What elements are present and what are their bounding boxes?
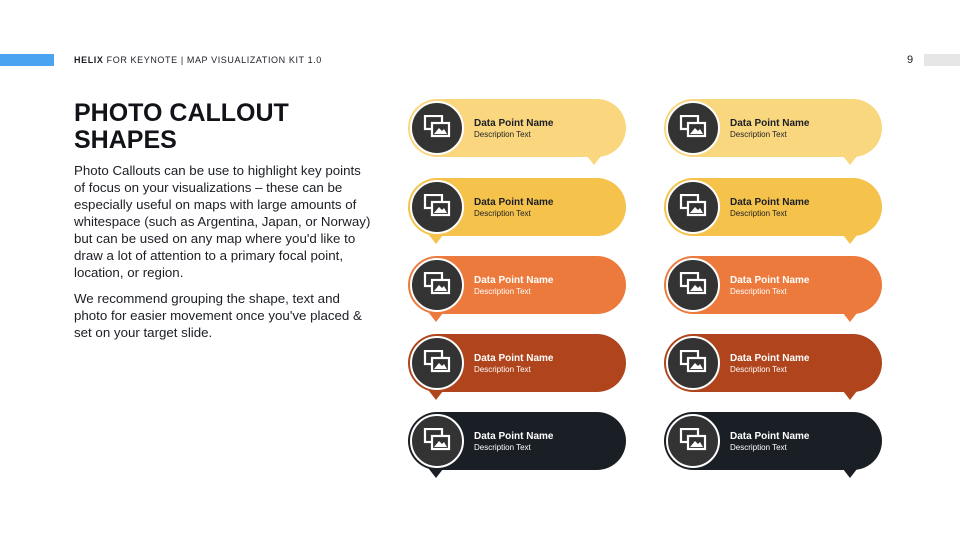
photo-icon: [666, 101, 720, 155]
page-number: 9: [906, 54, 914, 66]
callout-tail: [843, 313, 857, 322]
callout-name: Data Point Name: [474, 431, 554, 442]
photo-callout[interactable]: [408, 412, 626, 470]
callout-name: Data Point Name: [474, 197, 554, 208]
callout-name: Data Point Name: [730, 353, 810, 364]
photo-callout[interactable]: [664, 178, 882, 236]
callout-description: Description Text: [730, 287, 787, 296]
body-paragraph-1: Photo Callouts can be use to highlight key points of focus on your visualizations – these can be especially useful on maps with large amounts of whitespace (such as Argentina, Japan, or Norway) but can be used on any map where you'd like to draw a lot of attention to a primary focal point, location, or region.: [74, 163, 371, 280]
photo-icon: [666, 414, 720, 468]
callout-tail: [843, 156, 857, 165]
callout-name: Data Point Name: [730, 431, 810, 442]
callout-tail: [429, 469, 443, 478]
callout-tail: [429, 235, 443, 244]
photo-icon: [666, 336, 720, 390]
callout-tail: [843, 469, 857, 478]
photo-icon: [666, 258, 720, 312]
callout-name: Data Point Name: [730, 197, 810, 208]
callout-tail: [843, 235, 857, 244]
callout-description: Description Text: [474, 287, 531, 296]
callout-tail: [843, 391, 857, 400]
photo-callout[interactable]: [664, 412, 882, 470]
title-line-1: PHOTO CALLOUT: [74, 99, 289, 127]
photo-callout[interactable]: [408, 256, 626, 314]
photo-callout[interactable]: [664, 99, 882, 157]
body-paragraph-2: We recommend grouping the shape, text and photo for easier movement once you've placed & set on your target slide.: [74, 291, 362, 340]
accent-bar-left: [0, 54, 54, 66]
photo-icon: [410, 414, 464, 468]
callout-description: Description Text: [474, 365, 531, 374]
callout-name: Data Point Name: [730, 118, 810, 129]
photo-icon: [410, 101, 464, 155]
callout-description: Description Text: [474, 130, 531, 139]
callout-tail: [429, 391, 443, 400]
photo-callout[interactable]: [408, 178, 626, 236]
title-line-2: SHAPES: [74, 126, 177, 154]
photo-callout[interactable]: [664, 256, 882, 314]
photo-callout[interactable]: [664, 334, 882, 392]
callout-tail: [587, 156, 601, 165]
callout-name: Data Point Name: [474, 275, 554, 286]
header-subtitle: FOR KEYNOTE | MAP VISUALIZATION KIT 1.0: [103, 55, 322, 65]
photo-callout[interactable]: [408, 99, 626, 157]
accent-bar-right: [924, 54, 960, 66]
callout-tail: [429, 313, 443, 322]
photo-icon: [410, 336, 464, 390]
slide-title: [74, 100, 374, 154]
callout-description: Description Text: [730, 209, 787, 218]
callout-description: Description Text: [474, 443, 531, 452]
callout-name: Data Point Name: [474, 353, 554, 364]
body-text: [74, 162, 374, 350]
callout-description: Description Text: [474, 209, 531, 218]
callout-name: Data Point Name: [474, 118, 554, 129]
photo-icon: [410, 180, 464, 234]
callout-name: Data Point Name: [730, 275, 810, 286]
callout-description: Description Text: [730, 365, 787, 374]
slide-header: [74, 55, 322, 65]
photo-icon: [666, 180, 720, 234]
header-brand: HELIX: [74, 55, 104, 65]
photo-icon: [410, 258, 464, 312]
callout-description: Description Text: [730, 130, 787, 139]
photo-callout[interactable]: [408, 334, 626, 392]
callout-description: Description Text: [730, 443, 787, 452]
